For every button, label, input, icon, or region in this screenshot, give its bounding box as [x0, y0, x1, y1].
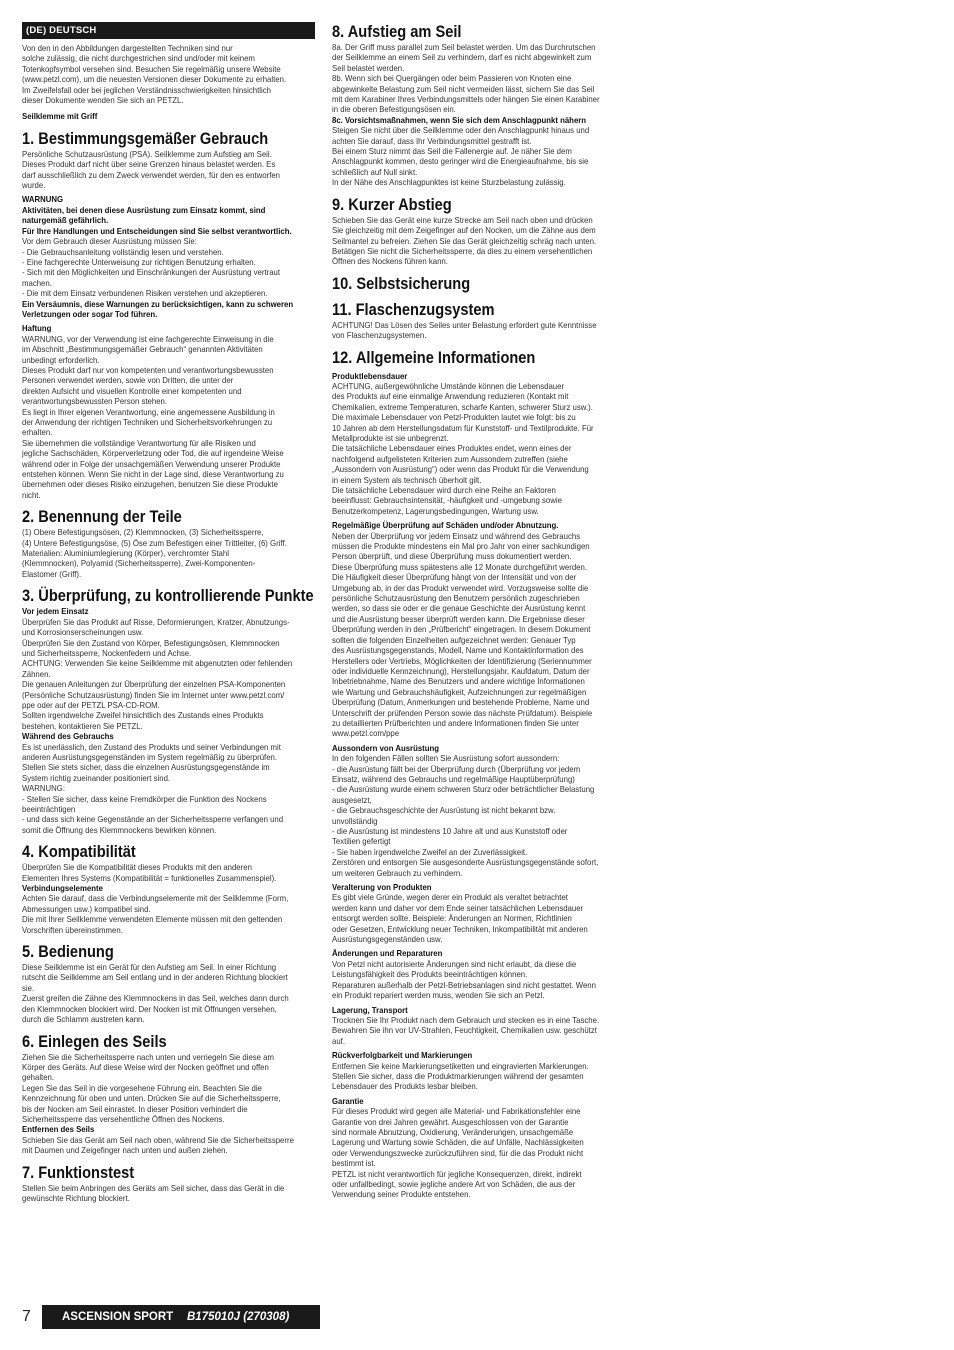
section-8-text-2: Steigen Sie nicht über die Seilklemme oder den Anschlagpunkt hinaus und achten Sie darauf, dass Ihr Verbindungsmittel gestrafft ist. Bei einem Sturz nimmt das Seil die Fallenergie auf. Je näher Sie dem Anschlagpunkt kommen, desto geringer wird die Energieaufnahme, bis sie schließlich auf Null sinkt. In der Nähe des Anschlagpunktes ist keine Sturzbelastung zulässig.	[332, 125, 590, 188]
lifetime-title: Produktlebensdauer	[332, 370, 408, 381]
footer	[22, 1305, 332, 1329]
page-number: 7	[22, 1308, 31, 1325]
section-2-text: (1) Obere Befestigungsösen, (2) Klemmnocken, (3) Sicherheitssperre, (4) Untere Befestigungsöse, (5) Öse zum Befestigen einer Trittleiter, (6) Griff. Materialien: Aluminiumlegierung (Körper), verchromter Stahl (Klemmnocken), Polyamid (Sicherheitssperre), Zwei-Komponenten- Elastomer (Griff).	[22, 527, 287, 579]
section-3-text-1: Überprüfen Sie das Produkt auf Risse, Deformierungen, Kratzer, Abnutzungs- und Korrosionserscheinungen usw. Überprüfen Sie den Zustand von Körper, Befestigungsösen, Klemmnocken und Sicherheitssperre, Nockenfedern und Achse. ACHTUNG: Verwenden Sie keine Seilklemme mit abgenutzten oder fehlenden Zähnen. Die genauen Anleitungen zur Überprüfung der einzelnen PSA-Komponenten (Persönliche Schutzausrüstung) finden Sie im Internet unter www.petzl.com/ ppe oder auf der PETZL PSA-CD-ROM. Sollten irgendwelche Zweifel hinsichtlich des Zustands eines Produkts bestehen, kontaktieren Sie PETZL.	[22, 616, 293, 731]
section-9-text: Schieben Sie das Gerät eine kurze Strecke am Seil nach oben und drücken Sie gleichzeitig mit dem Zeigefinger auf den Nocken, um die Zähne aus dem Seilmantel zu befreien. Ziehen Sie das Gerät gleichzeitig schräg nach unten. Betätigen Sie nicht die Sicherheitssperre, da dies zu einem versehentlichen Öffnen des Nockens führen kann.	[332, 214, 597, 267]
liability-title: Haftung	[22, 323, 52, 334]
section-8-text-1: 8a. Der Griff muss parallel zum Seil belastet werden. Um das Durchrutschen der Seilklemme an einem Seil zu verhindern, darf es nicht abgewinkelt zum Seil belastet werden. 8b. Wenn sich bei Quergängen oder beim Passieren von Knoten eine abgewinkelte Belastung zum Seil nicht vermeiden lässt, sichern Sie das Seil mit dem Karabiner Ihres Verbindungsmittels oder hängen Sie einen Karabiner in die oberen Befestigungsösen ein.	[332, 42, 600, 115]
section-6-text-1: Ziehen Sie die Sicherheitssperre nach unten und verriegeln Sie diese am Körper des Geräts. Auf diese Weise wird der Nocken geöffnet und offen gehalten. Legen Sie das Seil in die vorgesehene Führung ein. Beachten Sie die Kennzeichnung für oben und unten. Drücken Sie auf die Sicherheitssperre, bis der Nocken am Seil einrastet. In dieser Position verhindert die Sicherheitssperre das versehentliche Öffnen des Nockens.	[22, 1051, 281, 1124]
warranty-title: Garantie	[332, 1095, 364, 1106]
liability-text: WARNUNG, vor der Verwendung ist eine fachgerechte Einweisung in die im Abschnitt „Bestimmungsgemäßer Gebrauch“ genannten Aktivitäten unbedingt erforderlich. Dieses Produkt darf nur von kompetenten und verantwortungsbewussten Personen verwendet werden, sowie von Dritten, die unter der direkten Aufsicht und visuellen Kontrolle einer kompetenten und verantwortungsbewussten Person stehen. Es liegt in Ihrer eigenen Verantwortung, eine angemessene Ausbildung in der Anwendung der richtigen Techniken und Sicherheitsvorkehrungen zu erhalten. Sie übernehmen die vollständige Verantwortung für alle Risiken und jegliche Sachschäden, Körperverletzung oder Tod, die auf irgendeine Weise während oder in Folge der unsachgemäßen Verwendung unserer Produkte entstehen können. Wenn Sie nicht in der Lage sind, diese Verantwortung zu übernehmen oder dieses Risiko einzugehen, benutzen Sie diese Produkte nicht.	[22, 333, 284, 500]
section-6-title: 6. Einlegen des Seils	[22, 1031, 167, 1051]
storage-title: Lagerung, Transport	[332, 1004, 408, 1015]
warranty-text: Für dieses Produkt wird gegen alle Material- und Fabrikationsfehler eine Garantie von drei Jahren gewährt. Ausgeschlossen von der Garantie sind normale Abnutzung, Oxidierung, Veränderungen, unsachgemäße Lagerung und Wartung sowie Schäden, die auf Unfälle, Nachlässigkeiten oder Verwendungszwecke zurückzuführen sind, für die das Produkt nicht bestimmt ist. PETZL ist nicht verantwortlich für jegliche Konsequenzen, direkt, indirekt oder unfallbedingt, sowie jegliche andere Art von Schäden, die aus der Verwendung seiner Produkte entstehen.	[332, 1106, 584, 1200]
section-5-title: 5. Bedienung	[22, 942, 114, 962]
section-4-title: 4. Kompatibilität	[22, 842, 136, 862]
footer-product: ASCENSION SPORT	[62, 1311, 174, 1323]
left-column	[22, 22, 315, 1203]
section-3-title: 3. Überprüfung, zu kontrollierende Punkte	[22, 586, 314, 606]
traceability-title: Rückverfolgbarkeit und Markierungen	[332, 1050, 473, 1061]
warning-bold: Aktivitäten, bei denen diese Ausrüstung zum Einsatz kommt, sind naturgemäß gefährlich. Für Ihre Handlungen und Entscheidungen sind Sie selbst verantwortlich.	[22, 204, 292, 236]
footer-reference: B175010J (270308)	[187, 1311, 290, 1323]
section-5-text: Diese Seilklemme ist ein Gerät für den Aufstieg am Seil. In einer Richtung rutscht die Seilklemme am Seil entlang und in der anderen Richtung blockiert sie. Zuerst greifen die Zähne des Klemmnockens in das Seil, welches dann durch den Klemmnocken blockiert wird. Der Nocken ist mit Öffnungen versehen, durch die Schlamm austreten kann.	[22, 962, 289, 1025]
language-header: (DE) DEUTSCH	[22, 22, 315, 39]
section-3-sub-1: Vor jedem Einsatz	[22, 606, 89, 617]
obsolescence-title: Veralterung von Produkten	[332, 882, 432, 893]
lifetime-text: ACHTUNG, außergewöhnliche Umstände können die Lebensdauer des Produkts auf eine einmalige Anwendung reduzieren (Kontakt mit Chemikalien, extreme Temperaturen, scharfe Kanten, schwerer Sturz usw.). Die maximale Lebensdauer von Petzl-Produkten lautet wie folgt: bis zu 10 Jahren ab dem Herstellungsdatum für Kunststoff- und Textilprodukte. Für Metallprodukte ist sie unbegrenzt. Die tatsächliche Lebensdauer eines Produktes endet, wenn eines der nachfolgend aufgelisteten Kriterien zum Aussondern zutreffen (siehe „Aussondern von Ausrüstung“) oder wenn das Produkt für die Verwendung in einem System als technisch überholt gilt. Die tatsächliche Lebensdauer wird durch eine Reihe an Faktoren beeinflusst: Gebrauchsintensität, -häufigkeit und -umgebung sowie Benutzerkompetenz, Lagerungsbedingungen, Wartung usw.	[332, 380, 594, 516]
section-11-text: ACHTUNG! Das Lösen des Seiles unter Belastung erfordert gute Kenntnisse von Flaschenzugsystemen.	[332, 319, 597, 341]
section-7-title: 7. Funktionstest	[22, 1162, 135, 1182]
modifications-text: Von Petzl nicht autorisierte Änderungen sind nicht erlaubt, da diese die Leistungsfähigkeit des Produkts beeinträchtigen können. Reparaturen außerhalb der Petzl-Betriebsanlagen sind nicht gestattet. Wenn ein Produkt repariert werden muss, wenden Sie sich an Petzl.	[332, 958, 596, 1001]
section-12-title: 12. Allgemeine Informationen	[332, 347, 536, 367]
storage-text: Trocknen Sie Ihr Produkt nach dem Gebrauch und stecken es in eine Tasche. Bewahren Sie ihn vor UV-Strahlen, Feuchtigkeit, Chemikalien usw. geschützt auf.	[332, 1014, 600, 1046]
obsolescence-text: Es gibt viele Gründe, wegen derer ein Produkt als veraltet betrachtet werden kann und daher vor dem Ende seiner tatsächlichen Lebensdauer entsorgt werden sollte. Beispiele: Änderungen an Normen, Richtlinien oder Gesetzen, Entwicklung neuer Techniken, Inkompatibilität mit anderen Ausrüstungsgegenständen usw.	[332, 892, 588, 945]
warning-end: Ein Versäumnis, diese Warnungen zu berücksichtigen, kann zu schweren Verletzungen oder sogar Tod führen.	[22, 298, 294, 319]
right-column	[332, 22, 625, 1200]
section-9-title: 9. Kurzer Abstieg	[332, 194, 452, 214]
section-11-title: 11. Flaschenzugsystem	[332, 299, 495, 319]
section-7-text: Stellen Sie beim Anbringen des Geräts am Seil sicher, dass das Gerät in die gewünschte Richtung blockiert.	[22, 1182, 285, 1203]
section-6-sub: Entfernen des Seils	[22, 1124, 95, 1135]
section-3-text-2: Es ist unerlässlich, den Zustand des Produkts und seiner Verbindungen mit anderen Ausrüstungsgegenständen im System regelmäßig zu überprüfen. Stellen Sie stets sicher, dass die einzelnen Ausrüstungsgegenstände im System richtig zueinander positioniert sind. WARNUNG: - Stellen Sie sicher, dass keine Fremdkörper die Funktion des Nockens beeinträchtigen - und dass sich keine Gegenstände an der Sicherheitssperre verfangen und somit die Öffnung des Klemmnockens bewirken können.	[22, 741, 284, 835]
intro-text: Von den in den Abbildungen dargestellten Techniken sind nur solche zulässig, die nicht durchgestrichen sind und/oder mit keinem Totenkopfsymbol versehen sind. Besuchen Sie regelmäßig unsere Website (www.petzl.com), um die neuesten Versionen dieser Dokumente zu erhalten. Im Zweifelsfall oder bei jeglichen Verständnisschwierigkeiten hinsichtlich dieser Dokumente wenden Sie sich an PETZL.	[22, 43, 287, 106]
section-8-title: 8. Aufstieg am Seil	[332, 22, 462, 41]
section-4-text-2: Achten Sie darauf, dass die Verbindungselemente mit der Seilklemme (Form, Abmessungen usw.) kompatibel sind. Die mit Ihrer Seilklemme verwendeten Elemente müssen mit den geltenden Vorschriften übereinstimmen.	[22, 893, 289, 935]
footer-bar	[42, 1305, 320, 1329]
section-1-text: Persönliche Schutzausrüstung (PSA). Seilklemme zum Aufstieg am Seil. Dieses Produkt darf nicht über seine Grenzen hinaus belastet werden. Es darf ausschließlich zu dem Zweck verwendet werden, für den es entworfen wurde.	[22, 148, 281, 191]
section-8-sub: 8c. Vorsichtsmaßnahmen, wenn Sie sich dem Anschlagpunkt nähern	[332, 114, 587, 125]
modifications-title: Änderungen und Reparaturen	[332, 948, 443, 959]
section-3-sub-2: Während des Gebrauchs	[22, 731, 114, 742]
inspection-title: Regelmäßige Überprüfung auf Schäden und/oder Abnutzung.	[332, 520, 559, 531]
product-name: Seilklemme mit Griff	[22, 111, 98, 122]
retirement-title: Aussondern von Ausrüstung	[332, 742, 440, 753]
section-2-title: 2. Benennung der Teile	[22, 507, 182, 527]
traceability-text: Entfernen Sie keine Markierungsetiketten und eingravierten Markierungen. Stellen Sie sicher, dass die Produktmarkierungen während der gesamten Lebensdauer des Produkts lesbar bleiben.	[332, 1060, 589, 1092]
section-6-text-2: Schieben Sie das Gerät am Seil nach oben, während Sie die Sicherheitssperre mit Daumen und Zeigefinger nach unten und außen ziehen.	[22, 1134, 294, 1156]
page	[22, 22, 934, 1300]
retirement-text: In den folgenden Fällen sollten Sie Ausrüstung sofort aussondern: - die Ausrüstung fällt bei der Überprüfung durch (Überprüfung vor jedem Einsatz, während des Gebrauchs und regelmäßige Hauptüberprüfung) - die Ausrüstung wurde einem schweren Sturz oder beträchtlicher Belastung ausgesetzt, - die Gebrauchsgeschichte der Ausrüstung ist nicht bekannt bzw. unvollständig - die Ausrüstung ist mindestens 10 Jahre alt und aus Kunststoff oder Textilien gefertigt - Sie haben irgendwelche Zweifel an der Zuverlässigkeit. Zerstören und entsorgen Sie ausgesonderte Ausrüstungsgegenstände sofort, um weiteren Gebrauch zu verhindern.	[332, 753, 599, 878]
section-4-text-1: Überprüfen Sie die Kompatibilität dieses Produkts mit den anderen Elementen Ihres Systems (Kompatibilität = funktionelles Zusammenspiel).	[22, 862, 277, 883]
section-1-title: 1. Bestimmungsgemäßer Gebrauch	[22, 128, 269, 148]
section-10-title: 10. Selbstsicherung	[332, 273, 471, 293]
warning-text: Vor dem Gebrauch dieser Ausrüstung müssen Sie: - Die Gebrauchsanleitung vollständig lesen und verstehen. - Eine fachgerechte Unterweisung zur richtigen Benutzung erhalten. - Sich mit den Möglichkeiten und Einschränkungen der Ausrüstung vertraut machen. - Die mit dem Einsatz verbundenen Risiken verstehen und akzeptieren.	[22, 236, 281, 299]
section-4-sub: Verbindungselemente	[22, 883, 103, 894]
warning-title: WARNUNG	[22, 194, 64, 205]
inspection-text: Neben der Überprüfung vor jedem Einsatz und während des Gebrauchs müssen die Produkte mindestens ein Mal pro Jahr von einer sachkundigen Person überprüft, und diese Überprüfung muss dokumentiert werden. Diese Überprüfung muss spätestens alle 12 Monate durchgeführt werden. Die Häufigkeit dieser Überprüfung hängt von der Intensität und von der Umgebung ab, in der das Produkt verwendet wird. Vorzugsweise sollte die persönliche Schutzausrüstung den Benutzern persönlich zugeschrieben werden, so dass sie oder er die genaue Geschichte der Ausrüstung kennt und die Ausrüstung besser überprüft werden kann. Die Ergebnisse dieser Überprüfung werden in den „Prüfbericht“ eingetragen. In diesem Dokument sollten die folgenden Einzelheiten aufgezeichnet werden: Genauer Typ des Ausrüstungsgegenstands, Modell, Name und Kontaktinformation des Herstellers oder Vertriebs, Möglichkeiten der Identifizierung (Seriennummer oder individuelle Kennzeichnung), Herstellungsjahr, Kaufdatum, Datum der Inbetriebnahme, Name des Benutzers und andere wichtige Informationen wie Wartung und Gebrauchshäufigkeit, Aufzeichnungen zur regelmäßigen Überprüfung (Datum, Anmerkungen und bestehende Probleme, Name und Unterschrift der prüfenden Person sowie das nächste Prüfdatum). Beispiele zu detaillierten Prüfberichten und andere Informationen finden Sie unter www.petzl.com/ppe	[332, 530, 593, 739]
